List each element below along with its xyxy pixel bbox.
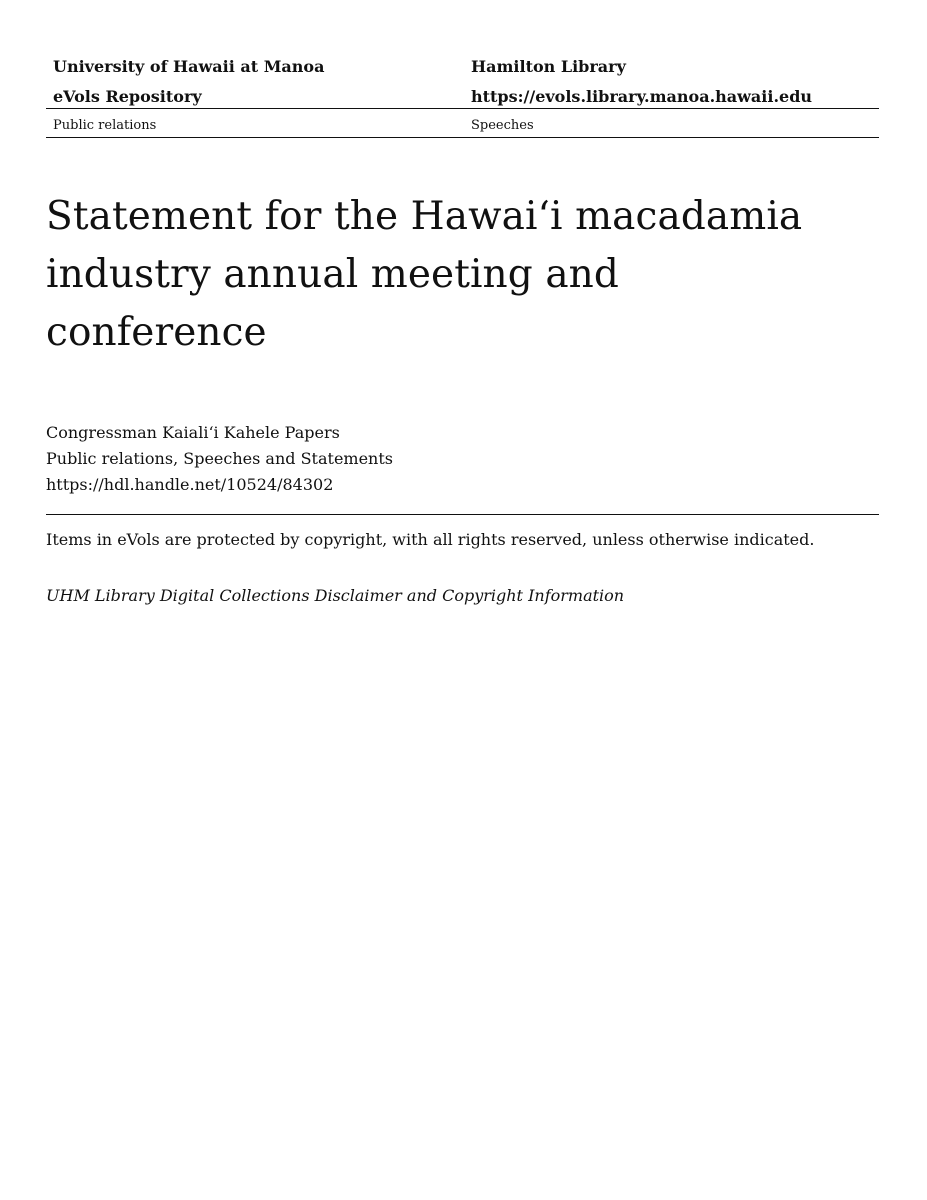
document-metadata	[46, 420, 393, 498]
document-title: Statement for the Hawaiʻi macadamia industry annual meeting and conference	[46, 194, 803, 355]
category-public-relations: Public relations	[53, 118, 157, 133]
footer-divider	[46, 514, 879, 515]
cover-page	[46, 0, 879, 1200]
category-speeches: Speeches	[471, 118, 534, 133]
handle-link[interactable]: https://hdl.handle.net/10524/84302	[46, 475, 334, 494]
repository-name: eVols Repository	[53, 87, 202, 106]
header-divider-bottom	[46, 137, 879, 138]
disclaimer-link[interactable]: UHM Library Digital Collections Disclaimer and Copyright Information	[46, 586, 625, 605]
library-name: Hamilton Library	[471, 57, 626, 76]
series-name: Public relations, Speeches and Statements	[46, 449, 393, 468]
header-divider-top	[46, 108, 879, 109]
header-row-1	[46, 52, 879, 82]
repository-url-link[interactable]: https://evols.library.manoa.hawaii.edu	[471, 87, 813, 106]
institution-name: University of Hawaii at Manoa	[53, 57, 325, 76]
collection-name: Congressman Kaialiʻi Kahele Papers	[46, 423, 340, 442]
header-table	[46, 52, 879, 112]
copyright-notice: Items in eVols are protected by copyright, with all rights reserved, unless otherwise indicated.	[46, 530, 815, 549]
